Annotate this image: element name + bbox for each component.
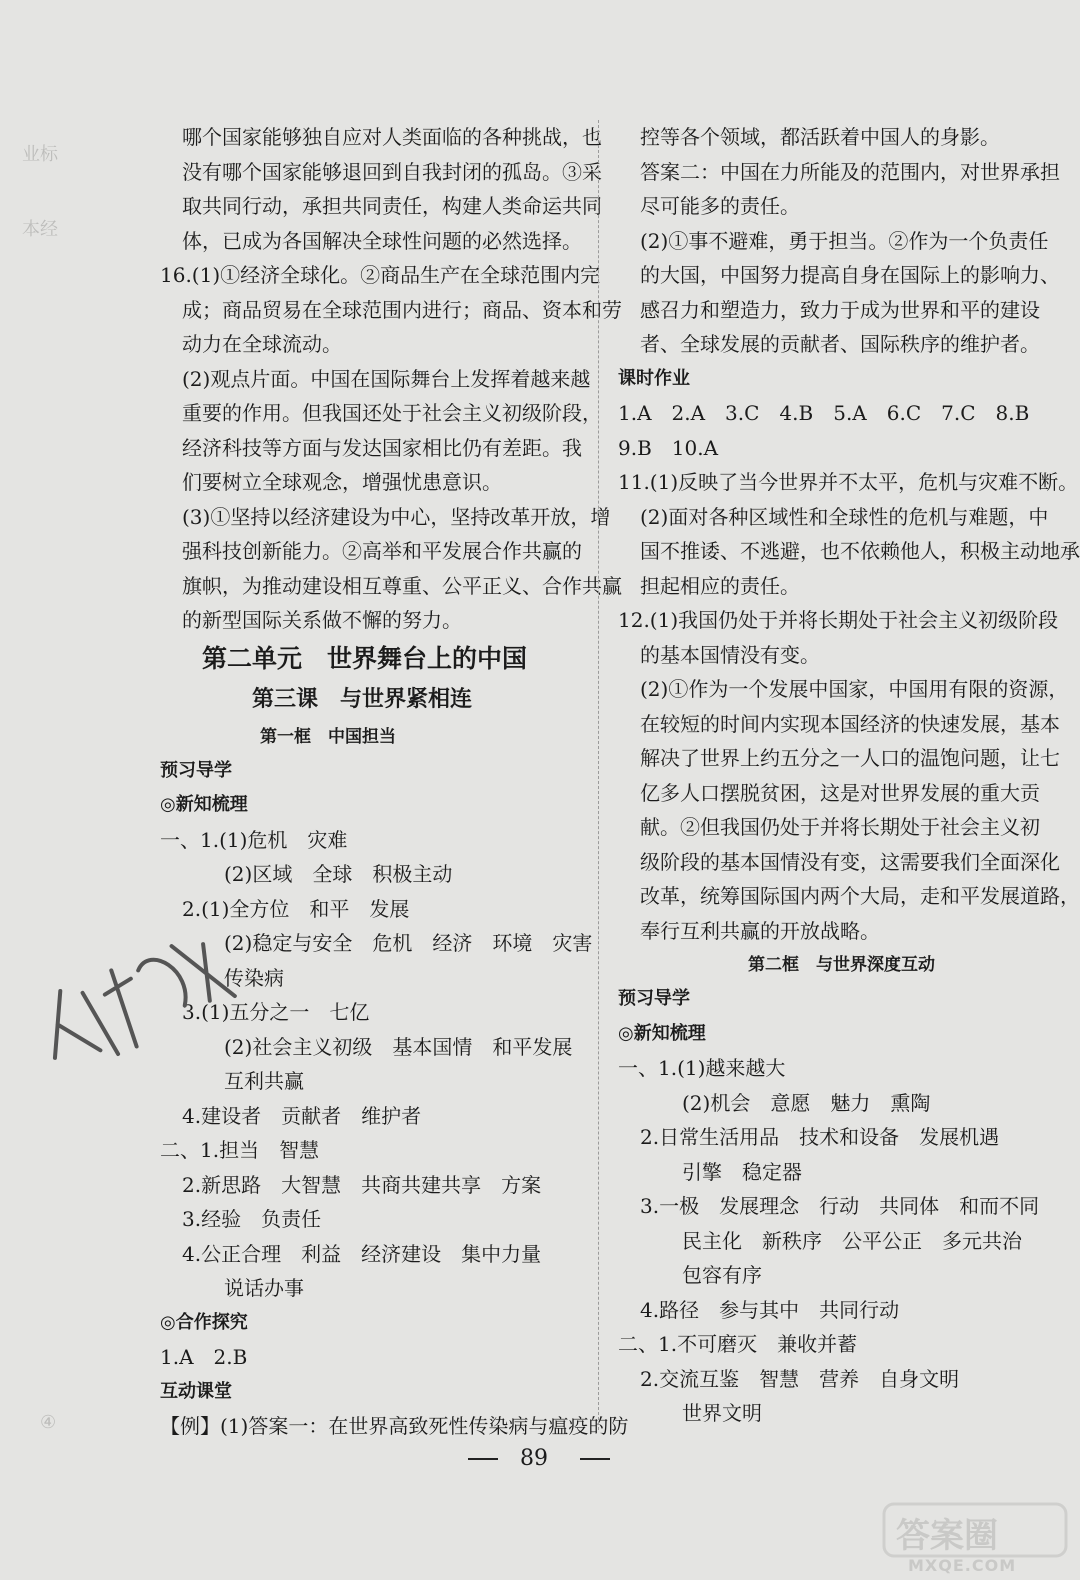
left-column-line: 4.公正合理 利益 经济建设 集中力量: [182, 1241, 542, 1266]
right-column-line: 亿多人口摆脱贫困，这是对世界发展的重大贡: [640, 780, 1040, 805]
left-column-line: (2)区域 全球 积极主动: [224, 862, 453, 886]
right-column-line: 1.A 2.A 3.C 4.B 5.A 6.C 7.C 8.B: [618, 401, 1030, 425]
left-column-line: (2)稳定与安全 危机 经济 环境 灾害: [224, 931, 593, 955]
bleed-through-text: 业标: [22, 144, 58, 165]
left-column-line: (2)观点片面。中国在国际舞台上发挥着越来越: [182, 366, 591, 391]
left-column-line: (2)社会主义初级 基本国情 和平发展: [224, 1034, 573, 1059]
right-column-line: 改革，统筹国际国内两个大局，走和平发展道路，: [640, 884, 1080, 908]
left-column-line: 重要的作用。但我国还处于社会主义初级阶段，: [182, 401, 602, 425]
right-column-line: 在较短的时间内实现本国经济的快速发展，基本: [640, 711, 1060, 736]
left-column-line: 3.(1)五分之一 七亿: [182, 1000, 370, 1024]
left-column-line: 4.建设者 贡献者 维护者: [182, 1103, 422, 1128]
page-number-dash-left: [468, 1458, 498, 1460]
right-column-line: 4.路径 参与其中 共同行动: [640, 1297, 900, 1322]
bleed-through-text: 本经: [22, 219, 58, 240]
right-column-line: 3.一极 发展理念 行动 共同体 和而不同: [640, 1194, 1040, 1218]
watermark-site: MXQE.COM: [908, 1556, 1017, 1575]
column-divider: [598, 120, 600, 1430]
watermark-logo: [880, 1500, 1070, 1576]
left-column-line: 哪个国家能够独自应对人类面临的各种挑战，也: [182, 125, 602, 149]
left-column-line: 预习导学: [160, 759, 232, 781]
left-column-line: 第一框 中国担当: [260, 726, 396, 747]
right-column-line: 课时作业: [618, 367, 690, 389]
left-column-line: 动力在全球流动。: [182, 332, 342, 356]
page-number-dash-right: [580, 1458, 610, 1460]
left-column-line: 没有哪个国家能够退回到自我封闭的孤岛。③采: [182, 159, 602, 184]
right-column-line: 12.(1)我国仍处于并将长期处于社会主义初级阶段: [618, 608, 1059, 632]
right-column-line: 答案二：中国在力所能及的范围内，对世界承担: [640, 159, 1060, 184]
right-column-line: 包容有序: [682, 1263, 762, 1287]
left-column-line: 取共同行动，承担共同责任，构建人类命运共同: [182, 194, 602, 218]
left-column-line: 的新型国际关系做不懈的努力。: [182, 608, 462, 632]
page-number: 89: [520, 1446, 548, 1471]
left-column-line: 经济科技等方面与发达国家相比仍有差距。我: [182, 435, 582, 460]
left-column-line: 【例】(1)答案一：在世界高致死性传染病与瘟疫的防: [160, 1414, 629, 1438]
left-column-line: ◎新知梳理: [160, 794, 248, 815]
left-column-line: 互利共赢: [224, 1069, 304, 1093]
right-column-line: 11.(1)反映了当今世界并不太平，危机与灾难不断。: [618, 470, 1079, 494]
right-column-line: 的大国，中国努力提高自身在国际上的影响力、: [640, 263, 1060, 287]
left-column-line: 旗帜，为推动建设相互尊重、公平正义、合作共赢: [182, 573, 622, 598]
left-column-line: 体，已成为各国解决全球性问题的必然选择。: [182, 228, 582, 253]
right-column-line: 的基本国情没有变。: [640, 642, 820, 667]
left-column-line: 一、1.(1)危机 灾难: [160, 827, 348, 852]
right-column-line: 2.日常生活用品 技术和设备 发展机遇: [640, 1125, 1000, 1149]
left-column-line: 强科技创新能力。②高举和平发展合作共赢的: [182, 539, 582, 563]
right-column-line: 2.交流互鉴 智慧 营养 自身文明: [640, 1366, 960, 1391]
left-column-line: 第二单元 世界舞台上的中国: [202, 643, 528, 673]
left-column-line: 成；商品贸易在全球范围内进行；商品、资本和劳: [182, 297, 622, 322]
left-column-line: 16.(1)①经济全球化。②商品生产在全球范围内完: [160, 263, 601, 287]
right-column-line: 引擎 稳定器: [682, 1159, 802, 1184]
right-column-line: 预习导学: [618, 988, 690, 1009]
left-column-line: 第三课 与世界紧相连: [252, 686, 473, 712]
bleed-through-text: ④: [40, 1412, 57, 1433]
right-column-line: 献。②但我国仍处于并将长期处于社会主义初: [640, 815, 1040, 839]
left-column-line: 互动课堂: [160, 1380, 232, 1402]
watermark-brand: 答案圈: [896, 1516, 998, 1556]
right-column-line: (2)①作为一个发展中国家，中国用有限的资源，: [640, 677, 1069, 701]
right-column-line: 级阶段的基本国情没有变，这需要我们全面深化: [640, 849, 1060, 874]
left-column-line: 3.经验 负责任: [182, 1207, 322, 1231]
right-column-line: (2)面对各种区域性和全球性的危机与难题，中: [640, 504, 1049, 529]
right-column-line: (2)①事不避难，勇于担当。②作为一个负责任: [640, 228, 1049, 253]
right-column-line: 奉行互利共赢的开放战略。: [640, 918, 880, 943]
right-column-line: 二、1.不可磨灭 兼收并蓄: [618, 1332, 858, 1356]
left-column-line: ◎合作探究: [160, 1311, 248, 1333]
right-column-line: 一、1.(1)越来越大: [618, 1056, 786, 1080]
right-column-line: 感召力和塑造力，致力于成为世界和平的建设: [640, 297, 1040, 322]
right-column-line: 解决了世界上约五分之一人口的温饱问题，让七: [640, 746, 1060, 770]
right-column-line: 担起相应的责任。: [640, 573, 800, 598]
left-column-line: 二、1.担当 智慧: [160, 1138, 320, 1162]
left-column-line: 2.新思路 大智慧 共商共建共享 方案: [182, 1172, 542, 1197]
left-column-line: 1.A 2.B: [160, 1345, 248, 1369]
right-column: [618, 120, 1080, 1431]
right-column-line: 世界文明: [682, 1401, 762, 1425]
right-column-line: 国不推诿、不逃避，也不依赖他人，积极主动地承: [640, 539, 1080, 563]
left-column: [160, 120, 629, 1444]
right-column-line: 民主化 新秩序 公平公正 多元共治: [682, 1228, 1022, 1253]
right-column-line: 者、全球发展的贡献者、国际秩序的维护者。: [640, 332, 1040, 356]
left-column-line: 传染病: [224, 965, 284, 990]
left-column-line: 说话办事: [224, 1276, 304, 1300]
right-column-line: 第二框 与世界深度互动: [748, 955, 935, 975]
left-column-line: 们要树立全球观念，增强忧患意识。: [182, 470, 502, 494]
right-column-line: 尽可能多的责任。: [640, 194, 800, 218]
right-column-line: (2)机会 意愿 魅力 熏陶: [682, 1090, 931, 1115]
right-column-line: ◎新知梳理: [618, 1022, 706, 1044]
left-column-line: (3)①坚持以经济建设为中心，坚持改革开放，增: [182, 504, 611, 529]
right-column-line: 9.B 10.A: [618, 435, 719, 460]
right-column-line: 控等各个领域，都活跃着中国人的身影。: [640, 125, 1000, 149]
left-column-line: 2.(1)全方位 和平 发展: [182, 896, 410, 921]
